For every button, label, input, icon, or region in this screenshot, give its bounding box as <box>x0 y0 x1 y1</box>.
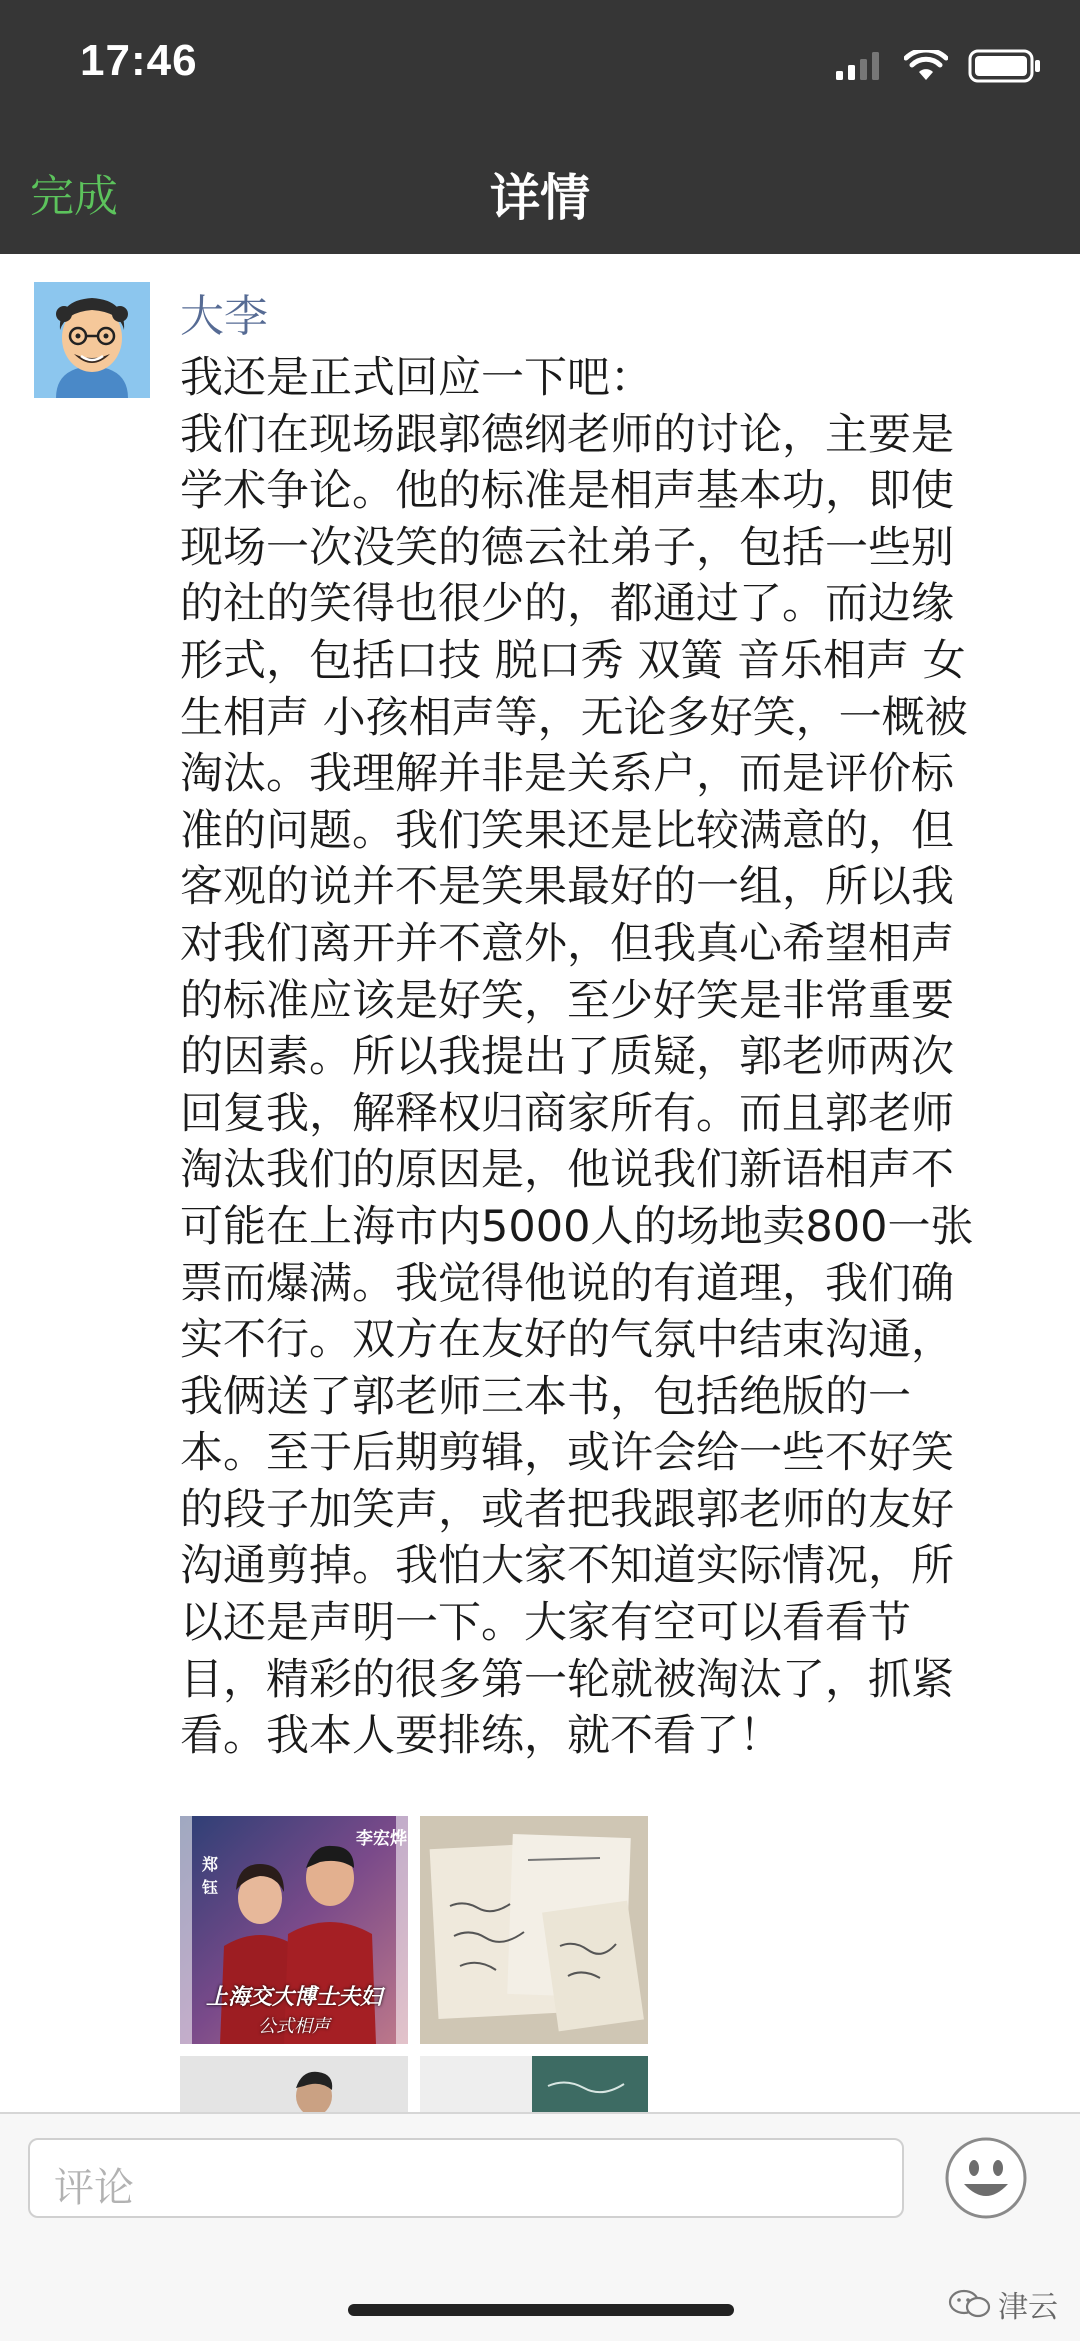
battery-icon <box>968 49 1042 83</box>
post-photo[interactable] <box>420 2056 648 2112</box>
home-indicator[interactable] <box>348 2304 734 2316</box>
post-photo[interactable] <box>180 1816 408 2044</box>
avatar[interactable] <box>34 282 150 398</box>
comment-input[interactable]: 评论 <box>28 2138 904 2218</box>
author-name[interactable]: 大李 <box>180 291 268 342</box>
post-detail <box>0 254 1080 2112</box>
post-text: 我还是正式回应一下吧： 我们在现场跟郭德纲老师的讨论，主要是 学术争论。他的标准是相声基本功，即使 现场一次没笑的德云社弟子，包括一些别 的社的笑得也很少的，都通过了。而边缘 形式，包括口技 脱口秀 双簧 音乐相声 女 生相声 小孩相声等，无论多好笑，一概被 淘汰。我理解并非是关系户，而是评价标 准的问题。我们笑果还是比较满意的，但 客观的说并不是笑果最好的一组，所以我 对我们离开并不意外，但我真心希望相声 的标准应该是好笑，至少好笑是非常重要 的因素。所以我提出了质疑，郭老师两次 回复我，解释权归商家所有。而且郭老师 淘汰我们的原因是，他说我们新语相声不 可能在上海市内5000人的场地卖800一张 票而爆满。我觉得他说的有道理，我们确 实不行。双方在友好的气氛中结束沟通， 我俩送了郭老师三本书，包括绝版的一 本。至于后期剪辑，或许会给一些不好笑 的段子加笑声，或者把我跟郭老师的友好 沟通剪掉。我怕大家不知道实际情况，所 以还是声明一下。大家有空可以看看节 目，精彩的很多第一轮就被淘汰了，抓紧 看。我本人要排练，就不看了！ <box>180 353 974 1762</box>
photo-caption-name-left: 郑钰 <box>202 1855 219 1897</box>
status-time: 17:46 <box>80 36 198 85</box>
signal-icon <box>834 51 884 81</box>
photo-caption-name-right: 李宏烨 <box>356 1829 407 1849</box>
status-bar <box>0 0 1080 130</box>
watermark <box>948 2282 1058 2326</box>
wifi-icon <box>904 50 948 82</box>
smiley-icon <box>944 2136 1028 2220</box>
post-photo[interactable] <box>180 2056 408 2112</box>
wechat-icon <box>948 2289 992 2319</box>
page-title: 详情 <box>490 169 590 227</box>
status-icons <box>834 46 1042 86</box>
photo-board-image <box>420 2056 648 2112</box>
photo-caption-line1: 上海交大博士夫妇 <box>205 1985 382 2010</box>
photo-books-image <box>420 1816 648 2044</box>
watermark-text: 津云 <box>998 2290 1058 2325</box>
post-photo[interactable] <box>420 1816 648 2044</box>
photo-caption-line2: 公式相声 <box>258 2016 330 2037</box>
nav-bar <box>0 130 1080 255</box>
photo-person-image <box>180 2056 408 2112</box>
done-button[interactable]: 完成 <box>30 171 118 222</box>
cartoon-avatar-icon <box>34 282 150 398</box>
emoji-button[interactable] <box>944 2136 1028 2220</box>
